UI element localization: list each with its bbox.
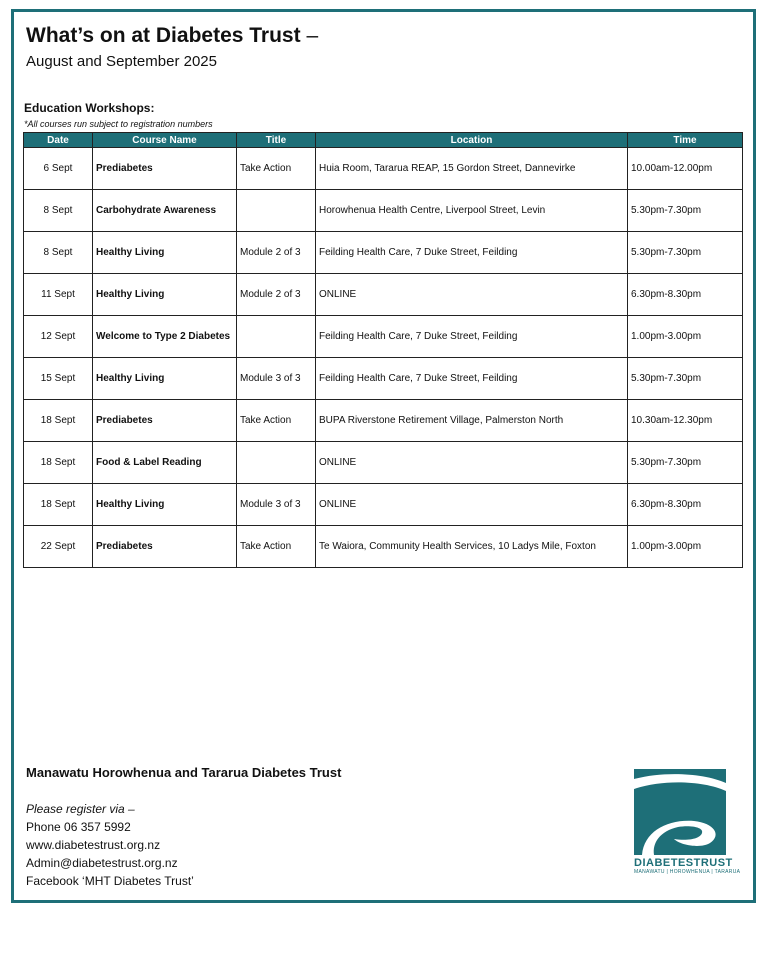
cell-location: Feilding Health Care, 7 Duke Street, Feilding xyxy=(316,232,628,274)
cell-location: Horowhenua Health Centre, Liverpool Street, Levin xyxy=(316,190,628,232)
phone-number: Phone 06 357 5992 xyxy=(26,820,131,834)
page-title: What’s on at Diabetes Trust – xyxy=(26,24,319,47)
facebook-link[interactable]: Facebook ‘MHT Diabetes Trust’ xyxy=(26,874,194,888)
cell-title: Take Action xyxy=(237,148,316,190)
cell-location: Feilding Health Care, 7 Duke Street, Feilding xyxy=(316,316,628,358)
cell-title: Take Action xyxy=(237,526,316,568)
page-subtitle: August and September 2025 xyxy=(26,53,217,70)
cell-location: ONLINE xyxy=(316,442,628,484)
cell-date: 6 Sept xyxy=(24,148,93,190)
cell-location: Te Waiora, Community Health Services, 10 Ladys Mile, Foxton xyxy=(316,526,628,568)
cell-location: ONLINE xyxy=(316,274,628,316)
cell-date: 8 Sept xyxy=(24,232,93,274)
logo-tagline: MANAWATU | HOROWHENUA | TARARUA xyxy=(634,869,741,875)
website-link[interactable]: www.diabetestrust.org.nz xyxy=(26,838,161,852)
table-row xyxy=(24,358,743,400)
cell-title: Module 3 of 3 xyxy=(237,484,316,526)
cell-title xyxy=(237,442,316,484)
cell-title: Take Action xyxy=(237,400,316,442)
cell-date: 22 Sept xyxy=(24,526,93,568)
cell-time: 5.30pm-7.30pm xyxy=(628,232,743,274)
table-row xyxy=(24,442,743,484)
cell-course-name: Prediabetes xyxy=(93,148,237,190)
cell-time: 1.00pm-3.00pm xyxy=(628,316,743,358)
cell-location: Huia Room, Tararua REAP, 15 Gordon Street, Dannevirke xyxy=(316,148,628,190)
cell-course-name: Carbohydrate Awareness xyxy=(93,190,237,232)
cell-time: 1.00pm-3.00pm xyxy=(628,526,743,568)
table-row xyxy=(24,316,743,358)
logo-mark-icon xyxy=(634,769,726,855)
cell-date: 8 Sept xyxy=(24,190,93,232)
cell-date: 18 Sept xyxy=(24,442,93,484)
cell-time: 5.30pm-7.30pm xyxy=(628,442,743,484)
cell-title: Module 2 of 3 xyxy=(237,232,316,274)
cell-time: 10.00am-12.00pm xyxy=(628,148,743,190)
section-heading: Education Workshops: xyxy=(24,101,155,115)
cell-title xyxy=(237,190,316,232)
table-row xyxy=(24,400,743,442)
diabetes-trust-logo xyxy=(634,769,741,875)
cell-course-name: Food & Label Reading xyxy=(93,442,237,484)
cell-course-name: Healthy Living xyxy=(93,232,237,274)
cell-course-name: Welcome to Type 2 Diabetes xyxy=(93,316,237,358)
header-time: Time xyxy=(628,133,743,148)
cell-course-name: Healthy Living xyxy=(93,484,237,526)
cell-date: 11 Sept xyxy=(24,274,93,316)
cell-date: 18 Sept xyxy=(24,484,93,526)
cell-date: 18 Sept xyxy=(24,400,93,442)
organisation-name: Manawatu Horowhenua and Tararua Diabetes Trust xyxy=(26,765,342,780)
table-row xyxy=(24,232,743,274)
cell-location: Feilding Health Care, 7 Duke Street, Feilding xyxy=(316,358,628,400)
table-row xyxy=(24,484,743,526)
table-row xyxy=(24,148,743,190)
header-course-name: Course Name xyxy=(93,133,237,148)
cell-title xyxy=(237,316,316,358)
header-date: Date xyxy=(24,133,93,148)
cell-location: BUPA Riverstone Retirement Village, Palmerston North xyxy=(316,400,628,442)
cell-date: 12 Sept xyxy=(24,316,93,358)
logo-wordmark: DIABETESTRUST xyxy=(634,857,733,869)
cell-time: 10.30am-12.30pm xyxy=(628,400,743,442)
cell-time: 5.30pm-7.30pm xyxy=(628,190,743,232)
cell-course-name: Prediabetes xyxy=(93,526,237,568)
cell-course-name: Prediabetes xyxy=(93,400,237,442)
table-header-row xyxy=(24,133,743,148)
cell-location: ONLINE xyxy=(316,484,628,526)
header-location: Location xyxy=(316,133,628,148)
cell-course-name: Healthy Living xyxy=(93,358,237,400)
table-row xyxy=(24,526,743,568)
cell-course-name: Healthy Living xyxy=(93,274,237,316)
table-row xyxy=(24,274,743,316)
cell-date: 15 Sept xyxy=(24,358,93,400)
cell-time: 6.30pm-8.30pm xyxy=(628,274,743,316)
cell-time: 6.30pm-8.30pm xyxy=(628,484,743,526)
registration-note: *All courses run subject to registration numbers xyxy=(24,119,213,129)
table-row xyxy=(24,190,743,232)
cell-time: 5.30pm-7.30pm xyxy=(628,358,743,400)
email-link[interactable]: Admin@diabetestrust.org.nz xyxy=(26,856,178,870)
register-label: Please register via – xyxy=(26,802,135,816)
workshop-table xyxy=(23,132,743,568)
header-title: Title xyxy=(237,133,316,148)
cell-title: Module 2 of 3 xyxy=(237,274,316,316)
contact-block xyxy=(26,800,194,890)
cell-title: Module 3 of 3 xyxy=(237,358,316,400)
